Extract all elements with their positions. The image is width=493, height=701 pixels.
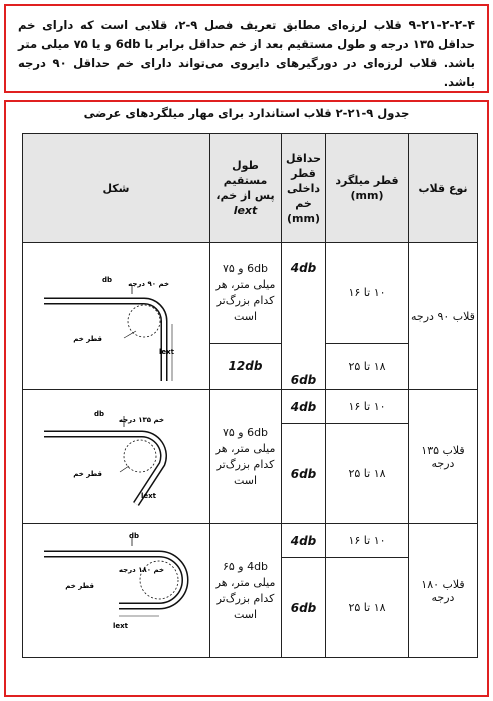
hook-135-lext-label: lext (140, 492, 156, 500)
definition-paragraph (18, 15, 475, 92)
length-180: 4db و ۶۵ میلی متر، هر کدام بزرگ‌تر است (210, 524, 282, 658)
header-min-diameter-label: حداقل قطر داخلی خم (285, 151, 322, 210)
diameter-135-a: 4db (282, 390, 326, 424)
hook-180-dia-label: قطر خم (65, 581, 94, 590)
hook-table (22, 133, 478, 658)
table-caption: جدول ۹-۲۱-۲ قلاب استاندارد برای مهار میلگردهای عرضی (83, 106, 410, 120)
hook-180-diagram (24, 526, 209, 656)
header-bar-size-label: قطر میلگرد (335, 174, 399, 187)
range-135-a: ۱۰ تا ۱۶ (326, 390, 409, 424)
header-lext: lext (233, 204, 258, 217)
hook-type-180: قلاب ۱۸۰ درجه (409, 524, 478, 658)
range-180-a: ۱۰ تا ۱۶ (326, 524, 409, 558)
hook-180-db-label: db (128, 531, 139, 540)
figure-180 (23, 524, 210, 658)
header-straight-length (210, 134, 282, 243)
range-90-a: ۱۰ تا ۱۶ (326, 243, 409, 344)
figure-90 (23, 243, 210, 390)
hook-135-db-label: db (93, 410, 104, 418)
header-bar-size (326, 134, 409, 243)
length-90-a: 6db و ۷۵ میلی متر، هر کدام بزرگ‌تر است (210, 243, 282, 344)
header-straight-length-label: طول مستقیم پس از خم، (216, 159, 275, 202)
header-bar-size-unit: (mm) (350, 189, 384, 202)
range-180-b: ۱۸ تا ۲۵ (326, 558, 409, 658)
header-hook-type: نوع قلاب (409, 134, 478, 243)
range-135-b: ۱۸ تا ۲۵ (326, 424, 409, 524)
table-row (23, 390, 478, 424)
diameter-90 (282, 243, 326, 390)
figure-135 (23, 390, 210, 524)
table-row (23, 524, 478, 558)
hook-90-db-label: db (101, 276, 112, 284)
diameter-90-b: 6db (290, 373, 317, 387)
hook-type-135: قلاب ۱۳۵ درجه (409, 390, 478, 524)
hook-90-bend-label: خم ۹۰ درجه (128, 280, 169, 288)
hook-90-lext-label: lext (158, 348, 174, 356)
hook-90-dia-label: قطر خم (73, 335, 102, 343)
definition-text: قلاب لرزه‌ای مطابق تعریف فصل ۹-۲، قلابی است که دارای خم حداقل ۱۳۵ درجه و طول مستقیم بعد از خم حداقل برابر با 6db و یا ۷۵ میلی متر باشد. قلاب لرزه‌ای در دورگیرهای دایروی می‌تواند دارای خم حداقل ۹۰ درجه باشد. (18, 18, 475, 89)
diameter-180-a: 4db (282, 524, 326, 558)
table-row (23, 243, 478, 344)
length-135: 6db و ۷۵ میلی متر، هر کدام بزرگ‌تر است (210, 390, 282, 524)
hook-135-dia-label: قطر خم (73, 470, 102, 478)
hook-135-diagram (24, 394, 209, 519)
hook-180-lext-label: lext (112, 621, 128, 630)
section-number: ۹-۲۱-۲-۲-۴ (408, 17, 475, 32)
diameter-135-b: 6db (282, 424, 326, 524)
hook-135-bend-label: خم ۱۳۵ درجه (118, 416, 164, 424)
header-shape: شکل (23, 134, 210, 243)
header-min-diameter-unit: (mm) (287, 211, 320, 225)
length-90-b: 12db (210, 343, 282, 389)
hook-180-bend-label: خم ۱۸۰ درجه (118, 565, 164, 574)
diameter-180-b: 6db (282, 558, 326, 658)
table-header-row (23, 134, 478, 243)
diameter-90-a: 4db (290, 261, 317, 275)
header-min-diameter (282, 134, 326, 243)
definition-box (4, 4, 489, 93)
range-90-b: ۱۸ تا ۲۵ (326, 343, 409, 389)
hook-90-diagram (24, 246, 209, 386)
hook-type-90: قلاب ۹۰ درجه (409, 243, 478, 390)
